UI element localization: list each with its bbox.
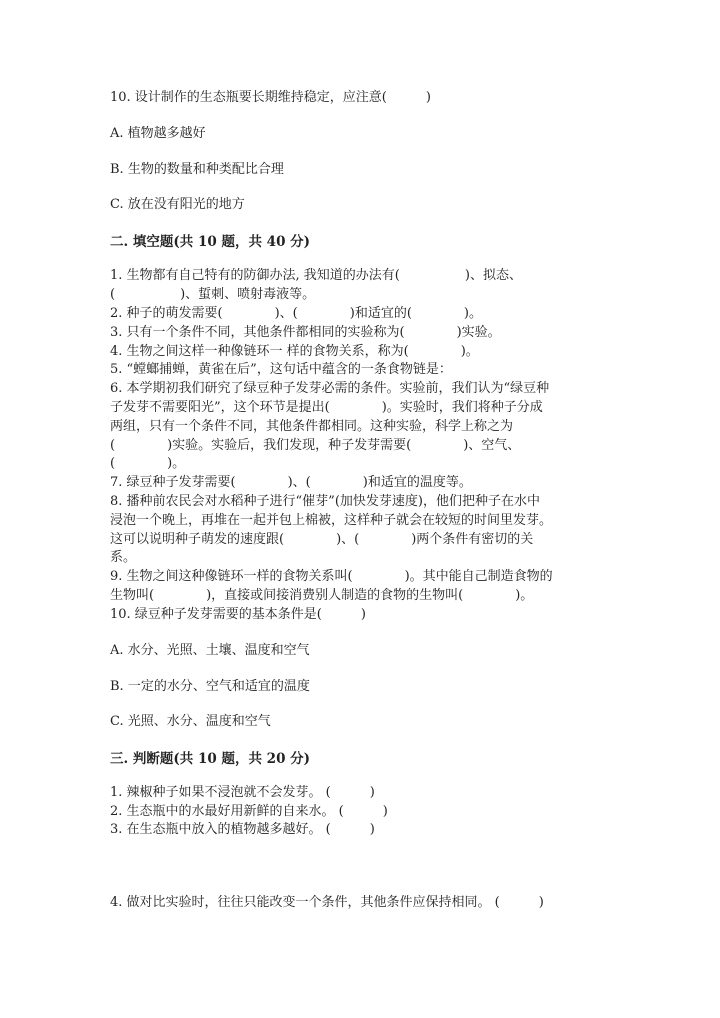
judge-line: 3. 在生态瓶中放入的植物越多越好。 ( )	[110, 822, 375, 837]
section-heading-true-false: 三. 判断题(共 10 题，共 20 分)	[110, 751, 311, 767]
fill-line: 两组，只有一个条件不同，其他条件都相同。这种实验，科学上称之为	[110, 419, 514, 434]
fill-line: 2. 种子的萌发需要( )、( )和适宜的( )。	[110, 306, 482, 321]
option-b: B. 一定的水分、空气和适宜的温度	[110, 679, 310, 694]
fill-line: 1. 生物都有自己特有的防御办法, 我知道的办法有( )、拟态、	[110, 268, 522, 283]
fill-line: 9. 生物之间这种像链环一样的食物关系叫( )。其中能自己制造食物的	[110, 569, 553, 584]
fill-line: 这可以说明种子萌发的速度跟( )、( )两个条件有密切的关	[110, 532, 534, 547]
judge-line: 2. 生态瓶中的水最好用新鲜的自来水。 ( )	[110, 804, 388, 819]
fill-line: 4. 生物之间这样一种像链环一 样的食物关系，称为( )。	[110, 344, 479, 359]
option-c: C. 放在没有阳光的地方	[110, 197, 245, 212]
fill-line: 6. 本学期初我们研究了绿豆种子发芽必需的条件。实验前，我们认为“绿豆种	[110, 381, 550, 396]
fill-line: 浸泡一个晚上，再堆在一起并包上棉被，这样种子就会在较短的时间里发芽。	[110, 513, 553, 528]
fill-line: 8. 播种前农民会对水稻种子进行“催芽”(加快发芽速度)，他们把种子在水中	[110, 494, 540, 509]
fill-line: 生物叫( )，直接或间接消费别人制造的食物的生物叫( )。	[110, 588, 534, 603]
option-c: C. 光照、水分、温度和空气	[110, 714, 271, 729]
judge-line: 1. 辣椒种子如果不浸泡就不会发芽。 ( )	[110, 785, 375, 800]
fill-line: ( )实验。实验后，我们发现，种子发芽需要( )、空气、	[110, 438, 521, 453]
section-heading-fill-in: 二. 填空题(共 10 题，共 40 分)	[110, 234, 311, 250]
fill-line: 7. 绿豆种子发芽需要( )、( )和适宜的温度等。	[110, 475, 472, 490]
fill-line: 3. 只有一个条件不同，其他条件都相同的实验称为( )实验。	[110, 325, 501, 340]
option-a: A. 水分、光照、土壤、温度和空气	[110, 643, 310, 658]
fill-line: 5. “螳螂捕蝉，黄雀在后”，这句话中蕴含的一条食物链是：	[110, 362, 452, 377]
fill-line: ( )、蜇刺、喷射毒液等。	[110, 287, 316, 302]
question-10-sec1: 10. 设计制作的生态瓶要长期维持稳定，应注意( )	[110, 90, 431, 105]
judge-line: 4. 做对比实验时，往往只能改变一个条件，其他条件应保持相同。 ( )	[110, 895, 544, 910]
fill-line: 10. 绿豆种子发芽需要的基本条件是( )	[110, 607, 366, 622]
option-a: A. 植物越多越好	[110, 126, 206, 141]
fill-line: ( )。	[110, 456, 186, 471]
fill-line: 子发芽不需要阳光”，这个环节是提出( )。实验时，我们将种子分成	[110, 400, 543, 415]
fill-line: 系。	[110, 550, 137, 565]
option-b: B. 生物的数量和种类配比合理	[110, 162, 284, 177]
